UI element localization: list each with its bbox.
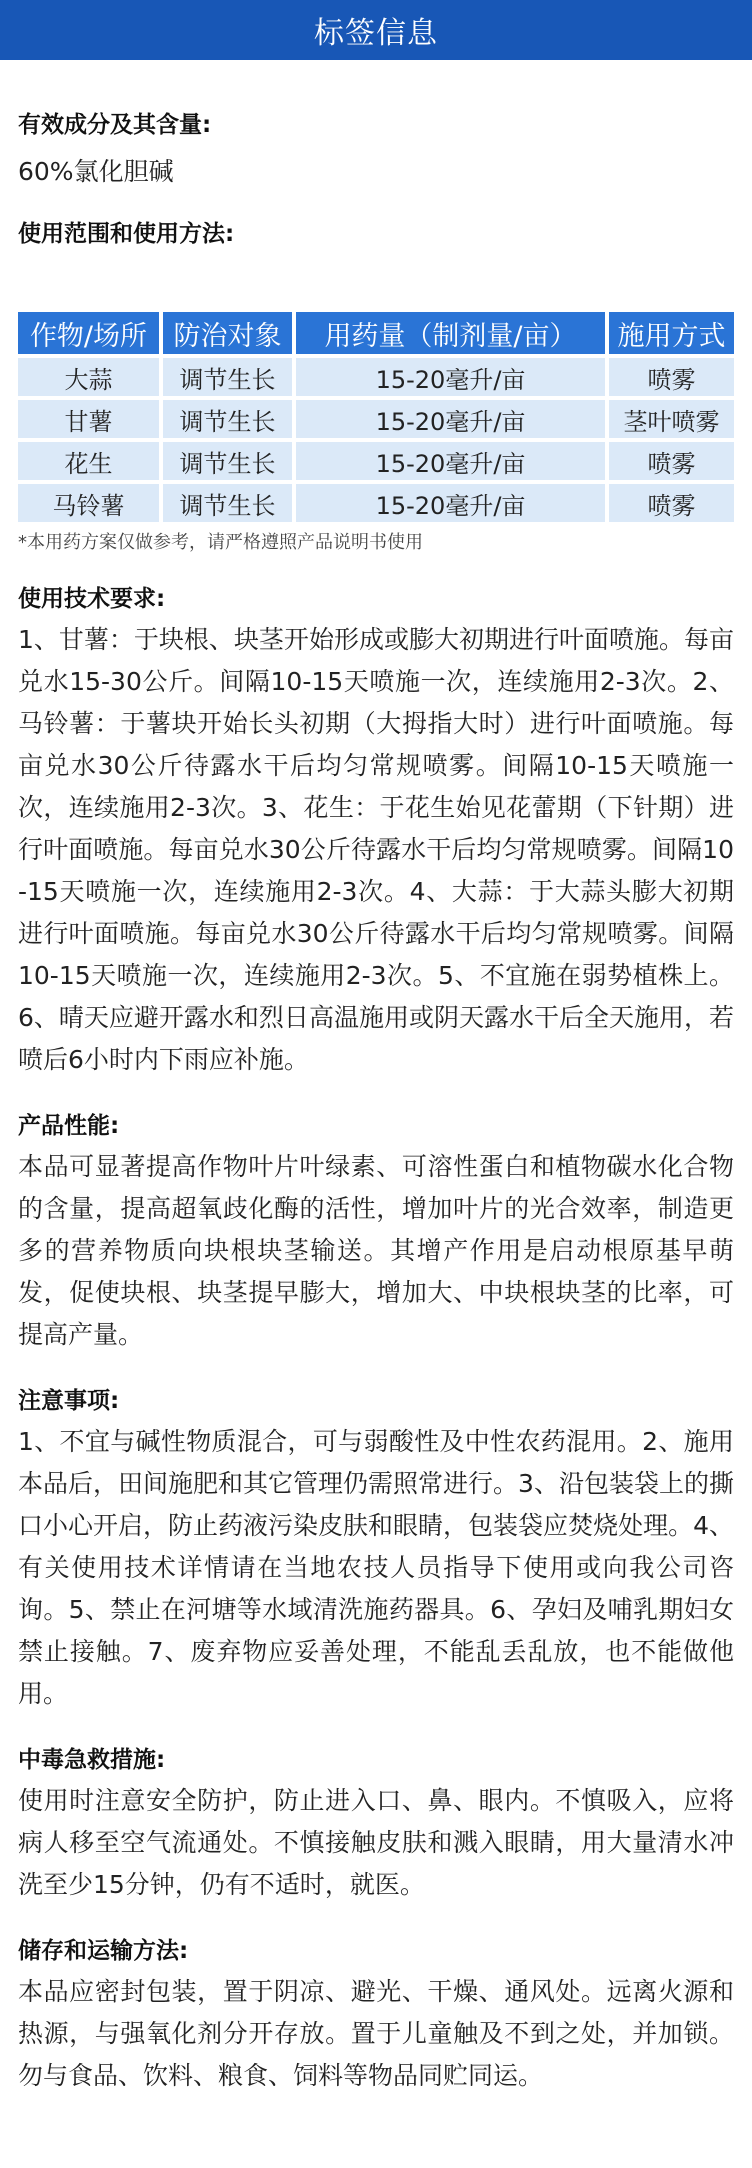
cell-method: 茎叶喷雾 [609,400,734,438]
cell-dosage: 15-20毫升/亩 [296,358,605,396]
cell-target: 调节生长 [163,400,292,438]
table-header-row [18,312,734,354]
cell-method: 喷雾 [609,358,734,396]
cell-dosage: 15-20毫升/亩 [296,400,605,438]
header-method: 施用方式 [609,312,734,354]
table-row [18,484,734,522]
table-note: *本用药方案仅做参考，请严格遵照产品说明书使用 [18,532,423,553]
cell-dosage: 15-20毫升/亩 [296,484,605,522]
cell-crop: 甘薯 [18,400,159,438]
first-aid-title: 中毒急救措施: [18,1747,166,1773]
cell-dosage: 15-20毫升/亩 [296,442,605,480]
table-row [18,442,734,480]
header-bar [0,0,752,60]
ingredient-title: 有效成分及其含量: [18,112,212,138]
precautions-title: 注意事项: [18,1388,120,1414]
cell-crop: 大蒜 [18,358,159,396]
cell-method: 喷雾 [609,484,734,522]
page-title: 标签信息 [314,16,438,51]
header-target: 防治对象 [163,312,292,354]
usage-title: 使用范围和使用方法: [18,221,235,247]
cell-target: 调节生长 [163,442,292,480]
ingredient-value: 60%氯化胆碱 [18,157,174,186]
header-dosage: 用药量（制剂量/亩） [296,312,605,354]
product-performance-body: 本品可显著提高作物叶片叶绿素、可溶性蛋白和植物碳水化合物的含量，提高超氧歧化酶的活性，增加叶片的光合效率，制造更多的营养物质向块根块茎输送。其增产作用是启动根原基早萌发，促使块根、块茎提早膨大，增加大、中块根块茎的比率，可提高产量。 [18,1152,734,1349]
technical-requirements-body: 1、甘薯：于块根、块茎开始形成或膨大初期进行叶面喷施。每亩兑水15-30公斤。间隔10-15天喷施一次，连续施用2-3次。2、马铃薯：于薯块开始长头初期（大拇指大时）进行叶面喷施。每亩兑水30公斤待露水干后均匀常规喷雾。间隔10-15天喷施一次，连续施用2-3次。3、花生：于花生始见花蕾期（下针期）进行叶面喷施。每亩兑水30公斤待露水干后均匀常规喷雾。间隔10-15天喷施一次，连续施用2-3次。4、大蒜：于大蒜头膨大初期进行叶面喷施。每亩兑水30公斤待露水干后均匀常规喷雾。间隔10-15天喷施一次，连续施用2-3次。5、不宜施在弱势植株上。6、晴天应避开露水和烈日高温施用或阴天露水干后全天施用，若喷后6小时内下雨应补施。 [18,625,734,1074]
cell-crop: 马铃薯 [18,484,159,522]
storage-transport-body: 本品应密封包装，置于阴凉、避光、干燥、通风处。远离火源和热源，与强氧化剂分开存放。置于儿童触及不到之处，并加锁。勿与食品、饮料、粮食、饲料等物品同贮同运。 [18,1977,734,2090]
cell-target: 调节生长 [163,484,292,522]
storage-transport-title: 储存和运输方法: [18,1938,189,1964]
label-content [0,106,752,2097]
table-row [18,400,734,438]
cell-method: 喷雾 [609,442,734,480]
first-aid-body: 使用时注意安全防护，防止进入口、鼻、眼内。不慎吸入，应将病人移至空气流通处。不慎接触皮肤和溅入眼睛，用大量清水冲洗至少15分钟，仍有不适时，就医。 [18,1786,734,1899]
precautions-body: 1、不宜与碱性物质混合，可与弱酸性及中性农药混用。2、施用本品后，田间施肥和其它管理仍需照常进行。3、沿包装袋上的撕口小心开启，防止药液污染皮肤和眼睛，包装袋应焚烧处理。4、有关使用技术详情请在当地农技人员指导下使用或向我公司咨询。5、禁止在河塘等水域清洗施药器具。6、孕妇及哺乳期妇女禁止接触。7、废弃物应妥善处理，不能乱丢乱放，也不能做他用。 [18,1427,734,1708]
dosage-table [14,308,738,526]
cell-target: 调节生长 [163,358,292,396]
technical-requirements-title: 使用技术要求: [18,586,166,612]
cell-crop: 花生 [18,442,159,480]
table-row [18,358,734,396]
product-performance-title: 产品性能: [18,1113,120,1139]
header-crop: 作物/场所 [18,312,159,354]
